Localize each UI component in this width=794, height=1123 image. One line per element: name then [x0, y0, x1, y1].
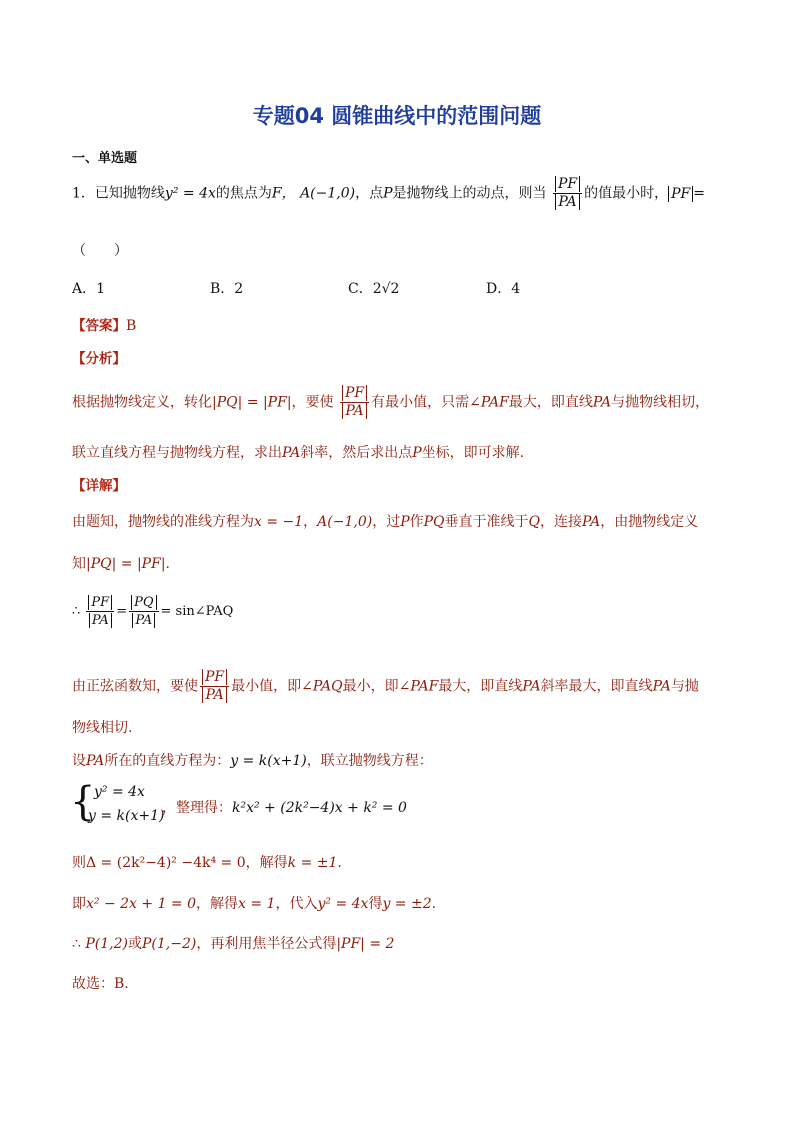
fraction-numerator: PF — [202, 669, 227, 685]
detail-text: 作 — [409, 514, 424, 530]
question-line — [72, 176, 705, 211]
detail-text: 由题知，抛物线的准线方程为 — [72, 514, 254, 530]
option-d: D．4 — [486, 281, 521, 297]
detail-line-5: 物线相切. — [72, 720, 133, 736]
question-text: ，点 — [355, 185, 384, 202]
detail-text: 斜率最大，即直线 — [540, 678, 653, 695]
detail-conclusion: 故选：B. — [72, 976, 129, 992]
fraction-numerator: PF — [88, 595, 112, 610]
analysis-text: 有最小值，只需∠ — [371, 394, 481, 411]
detail-text: 得 — [368, 896, 383, 912]
detail-text: ，解得 — [196, 896, 239, 912]
detail-text: 设 — [72, 753, 86, 769]
analysis-text: 坐标，即可求解. — [421, 445, 525, 461]
ratio-fraction — [340, 385, 369, 420]
question-text: 的值最小时， — [584, 185, 669, 202]
detail-math: P(1,−2) — [141, 936, 197, 952]
therefore-symbol: ∴ — [72, 604, 81, 619]
question-prefix: 1．已知抛物线 — [72, 185, 165, 202]
detail-math: x² − 2x + 1 = 0 — [86, 896, 197, 912]
analysis-text: 联立直线方程与抛物线方程，求出 — [72, 445, 282, 461]
detail-math: PA — [582, 514, 601, 530]
detail-math: |PQ| = |PF|. — [86, 556, 170, 572]
ratio-fraction — [200, 669, 229, 704]
option-b: B．2 — [210, 281, 244, 297]
option-c-value: 2√2 — [372, 281, 400, 297]
detail-line-10 — [72, 933, 394, 953]
detail-text: ，解得 — [245, 855, 288, 871]
detail-math: PA — [522, 678, 541, 695]
analysis-tag: 【分析】 — [72, 351, 126, 367]
detail-text: 最小值，即∠ — [231, 678, 313, 695]
question-paren: （ ） — [72, 243, 128, 259]
detail-text: ，由抛物线定义 — [600, 514, 699, 530]
fraction-numerator: PF — [342, 385, 367, 401]
detail-text: ，连接 — [540, 514, 583, 530]
analysis-text: 与抛物线相切， — [611, 394, 710, 411]
detail-line-1 — [72, 511, 698, 531]
detail-text: 最大，即直线 — [438, 678, 523, 695]
analysis-text: 最大，即直线 — [508, 394, 593, 411]
answer-value: B — [126, 318, 137, 334]
fraction-denominator: PA — [555, 194, 579, 210]
option-c-label: C． — [348, 281, 373, 297]
detail-text: 垂直于准线于 — [444, 514, 529, 530]
detail-line-3: ∴ $\frac{PF}{PA}$ = $\frac{PQ}{PA}$ = sin∠PAQ — [72, 595, 234, 628]
detail-line-6 — [72, 750, 433, 770]
detail-math: k = ±1. — [287, 855, 342, 871]
pf-pa-fraction — [86, 594, 114, 629]
parabola-equation: y² = 4x — [164, 185, 216, 202]
detail-text: ，代入 — [275, 896, 318, 912]
abs-pf: PF — [668, 186, 693, 202]
detail-math: PAQ — [312, 678, 343, 695]
detail-math: y = ±2. — [382, 896, 437, 912]
system-eq-2: y = k(x+1) — [88, 808, 165, 824]
section-heading: 一、单选题 — [72, 151, 138, 166]
fraction-denominator: PA — [202, 687, 226, 703]
fraction-denominator: PA — [89, 613, 112, 628]
detail-line-2 — [72, 553, 170, 573]
detail-text: ，再利用焦半径公式得 — [196, 936, 337, 952]
detail-text: 所在的直线方程为： — [104, 753, 231, 769]
analysis-math: PA — [282, 445, 301, 461]
detail-math: PA — [86, 753, 105, 769]
detail-math: k²x² + (2k²−4)x + k² = 0 — [232, 800, 407, 816]
answer-tag: 【答案】 — [72, 318, 126, 334]
therefore-symbol: ∴ — [72, 936, 81, 952]
pq-pa-fraction — [129, 594, 158, 629]
detail-line-4 — [72, 669, 699, 704]
detail-text: 由正弦函数知，要使 — [72, 678, 198, 695]
detail-line-8 — [72, 852, 342, 872]
detail-math: 则Δ = (2k²−4)² −4k⁴ = 0 — [72, 855, 246, 871]
detail-math: x = 1 — [238, 896, 276, 912]
detail-text: 即 — [72, 896, 86, 912]
analysis-math: PA — [592, 394, 612, 411]
analysis-line-1 — [72, 385, 709, 420]
question-text: 是抛物线上的动点，则当 — [392, 185, 547, 202]
point-p: P — [383, 185, 393, 202]
detail-math: PA — [652, 678, 671, 695]
analysis-text: 斜率，然后求出点 — [300, 445, 413, 461]
detail-text: 知 — [72, 556, 86, 572]
detail-math: |PF| = 2 — [336, 936, 395, 952]
system-eq-1: y² = 4x — [94, 784, 145, 800]
detail-math: A(−1,0) — [317, 514, 373, 530]
analysis-text: ，要使 — [291, 394, 334, 411]
detail-math: Q — [528, 514, 541, 530]
analysis-math: P — [412, 445, 422, 461]
analysis-math: |PQ| = |PF| — [212, 394, 292, 411]
detail-tag: 【详解】 — [72, 478, 126, 494]
answer-row — [72, 314, 136, 334]
detail-line-7 — [162, 797, 407, 817]
detail-line-9 — [72, 893, 436, 913]
detail-math: y = k(x+1) — [230, 753, 307, 769]
analysis-line-2 — [72, 442, 524, 462]
equals-sign: = — [693, 185, 705, 202]
ratio-fraction — [553, 176, 582, 211]
detail-text: ，过 — [372, 514, 401, 530]
detail-math: x = −1 — [254, 514, 304, 530]
focus-label: F， — [271, 185, 296, 202]
detail-math: PQ — [423, 514, 445, 530]
pq-text: PQ — [131, 595, 156, 610]
brace-icon: { — [70, 779, 96, 825]
analysis-math: PAF — [480, 394, 509, 411]
detail-math: = sin∠PAQ — [160, 604, 234, 619]
fraction-denominator: PA — [342, 403, 366, 419]
detail-text: ， — [303, 514, 318, 530]
detail-text: 或 — [127, 936, 142, 952]
option-a: A．1 — [72, 281, 106, 297]
fraction-denominator: PA — [132, 613, 155, 628]
fraction-numerator: PF — [555, 176, 580, 192]
point-a: A(−1,0) — [300, 185, 356, 202]
detail-math: PAF — [410, 678, 439, 695]
analysis-text: 根据抛物线定义，转化 — [72, 394, 212, 411]
detail-math: P — [400, 514, 410, 530]
detail-text: ，联立抛物线方程： — [306, 753, 433, 769]
detail-text: 与抛 — [670, 678, 699, 695]
detail-math: P(1,2) — [85, 936, 128, 952]
page-title: 专题04 圆锥曲线中的范围问题 — [252, 104, 542, 128]
option-c — [348, 278, 399, 298]
question-text: 的焦点为 — [215, 185, 272, 202]
detail-math: y² = 4x — [317, 896, 369, 912]
detail-text: ，整理得： — [162, 800, 232, 816]
detail-text: 最小，即∠ — [342, 678, 411, 695]
